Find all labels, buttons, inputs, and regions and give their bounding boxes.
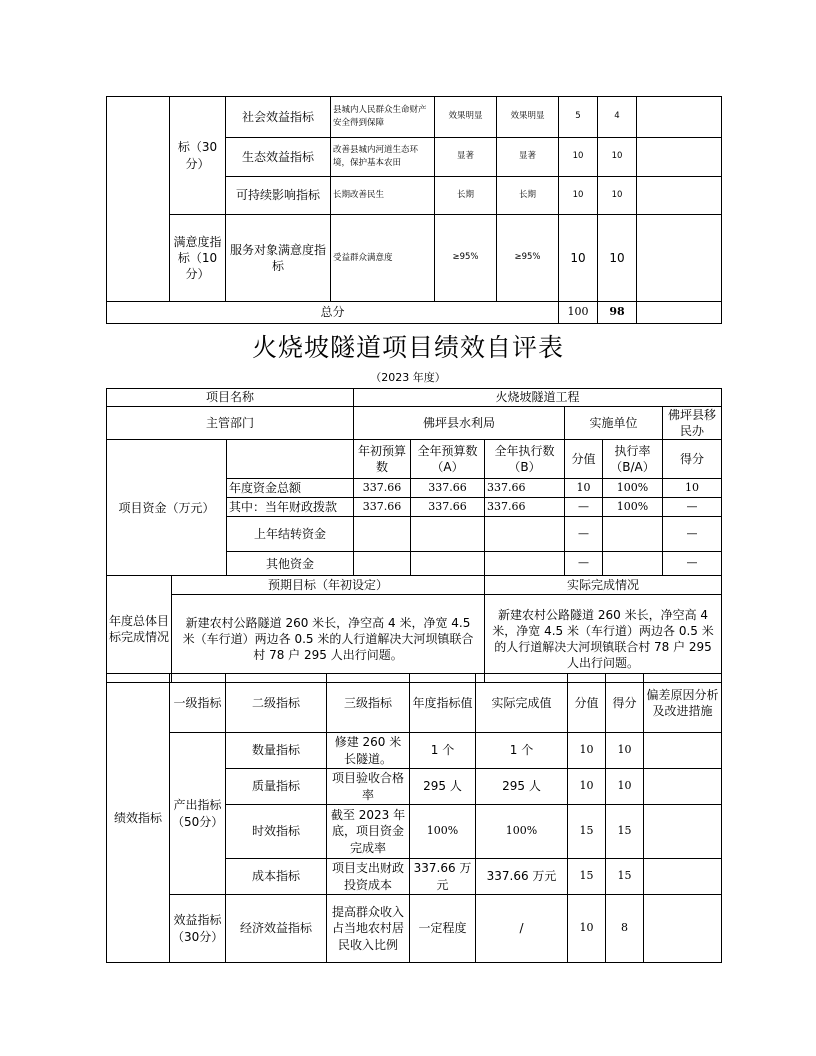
fund-cell	[603, 552, 663, 576]
fund-row-name: 其中：当年财政拨款	[227, 498, 354, 517]
weight-value: 10	[568, 769, 606, 805]
benefit-category-cell: 效益指标（30分）	[170, 895, 226, 963]
perf-header: 得分	[606, 674, 644, 733]
score-value: 15	[606, 805, 644, 859]
target-value: 1 个	[410, 733, 476, 769]
impl-value: 佛坪县移民办	[663, 407, 722, 440]
satisfaction-category-cell: 满意度指标（10分）	[170, 215, 226, 302]
fund-cell	[354, 517, 411, 552]
perf-label-cell	[107, 97, 170, 302]
deviation-cell	[637, 138, 722, 177]
fund-cell: —	[565, 517, 603, 552]
sub-indicator: 质量指标	[226, 769, 327, 805]
fund-cell: —	[565, 552, 603, 576]
fund-cell: —	[663, 552, 722, 576]
goal-label: 年度总体目标完成情况	[107, 576, 172, 683]
page-title: 火烧坡隧道项目绩效自评表	[251, 333, 564, 362]
fund-cell	[485, 552, 565, 576]
deviation-cell	[644, 805, 722, 859]
score-value: 10	[606, 733, 644, 769]
target-value: 效果明显	[435, 97, 497, 138]
project-fund-table	[106, 388, 722, 683]
target-value: 295 人	[410, 769, 476, 805]
actual-value: 1 个	[476, 733, 568, 769]
actual-header: 实际完成情况	[485, 576, 722, 595]
fund-row-name: 上年结转资金	[227, 517, 354, 552]
fund-header-blank	[227, 440, 354, 479]
deviation-cell	[637, 177, 722, 215]
target-value: 100%	[410, 805, 476, 859]
fund-cell: 10	[565, 479, 603, 498]
total-weight: 100	[559, 302, 598, 324]
fund-cell: 337.66	[354, 479, 411, 498]
weight-value: 10	[559, 138, 598, 177]
deviation-cell	[644, 895, 722, 963]
third-indicator: 改善县城内河道生态环境，保护基本农田	[331, 138, 435, 177]
fund-label: 项目资金（万元）	[107, 440, 227, 576]
total-score: 98	[598, 302, 637, 324]
target-value: 显著	[435, 138, 497, 177]
deviation-cell	[637, 302, 722, 324]
score-value: 10	[598, 138, 637, 177]
weight-value: 15	[568, 805, 606, 859]
continued-indicator-table	[106, 96, 722, 324]
fund-header: 执行率（B/A）	[603, 440, 663, 479]
third-indicator: 修建 260 米长隧道。	[327, 733, 410, 769]
fund-cell	[603, 517, 663, 552]
sub-indicator: 可持续影响指标	[226, 177, 331, 215]
target-value: ≥95%	[435, 215, 497, 302]
third-indicator: 项目验收合格率	[327, 769, 410, 805]
fund-cell: 100%	[603, 479, 663, 498]
target-value: 一定程度	[410, 895, 476, 963]
perf-header: 偏差原因分析及改进措施	[644, 674, 722, 733]
actual-value: 显著	[497, 138, 559, 177]
perf-header: 二级指标	[226, 674, 327, 733]
weight-value: 10	[568, 733, 606, 769]
fund-header: 得分	[663, 440, 722, 479]
deviation-cell	[644, 769, 722, 805]
fund-header: 年初预算数	[354, 440, 411, 479]
fund-header: 分值	[565, 440, 603, 479]
score-value: 8	[606, 895, 644, 963]
actual-value: 长期	[497, 177, 559, 215]
weight-value: 5	[559, 97, 598, 138]
perf-header: 一级指标	[170, 674, 226, 733]
actual-value: /	[476, 895, 568, 963]
sub-indicator: 生态效益指标	[226, 138, 331, 177]
score-value: 4	[598, 97, 637, 138]
sub-indicator: 数量指标	[226, 733, 327, 769]
weight-value: 15	[568, 859, 606, 895]
actual-value: ≥95%	[497, 215, 559, 302]
third-indicator: 项目支出财政投资成本	[327, 859, 410, 895]
fund-cell: —	[663, 517, 722, 552]
output-category-cell: 产出指标（50分）	[170, 733, 226, 895]
deviation-cell	[644, 733, 722, 769]
benefit-category-cell: 标（30分）	[170, 97, 226, 215]
fund-cell	[411, 552, 485, 576]
year-label: （2023 年度）	[370, 371, 446, 384]
fund-cell: 337.66	[411, 479, 485, 498]
score-value: 10	[598, 215, 637, 302]
actual-goal-text: 新建农村公路隧道 260 米长，净空高 4 米，净宽 4.5 米（车行道）两边各 0.5 米的人行道解决大河坝镇联合村 78 户 295 人出行问题。	[485, 595, 722, 683]
sub-indicator: 服务对象满意度指标	[226, 215, 331, 302]
perf-header: 实际完成值	[476, 674, 568, 733]
fund-cell: 100%	[603, 498, 663, 517]
fund-row-name: 其他资金	[227, 552, 354, 576]
deviation-cell	[637, 215, 722, 302]
expected-header: 预期目标（年初设定）	[172, 576, 485, 595]
fund-cell	[411, 517, 485, 552]
actual-value: 295 人	[476, 769, 568, 805]
fund-cell: 337.66	[411, 498, 485, 517]
perf-header: 三级指标	[327, 674, 410, 733]
fund-cell: 337.66	[485, 479, 565, 498]
actual-value: 337.66 万元	[476, 859, 568, 895]
perf-header: 分值	[568, 674, 606, 733]
score-value: 10	[598, 177, 637, 215]
total-label: 总分	[107, 302, 559, 324]
sub-indicator: 成本指标	[226, 859, 327, 895]
actual-value: 效果明显	[497, 97, 559, 138]
target-value: 337.66 万元	[410, 859, 476, 895]
score-value: 15	[606, 859, 644, 895]
score-value: 10	[606, 769, 644, 805]
fund-cell: 337.66	[354, 498, 411, 517]
fund-cell	[485, 517, 565, 552]
performance-indicator-table	[106, 673, 722, 963]
fund-cell: 337.66	[485, 498, 565, 517]
third-indicator: 截至 2023 年底，项目资金完成率	[327, 805, 410, 859]
project-name-label: 项目名称	[107, 389, 354, 407]
third-indicator: 提高群众收入占当地农村居民收入比例	[327, 895, 410, 963]
fund-header: 全年执行数（B）	[485, 440, 565, 479]
expected-goal-text: 新建农村公路隧道 260 米长，净空高 4 米，净宽 4.5 米（车行道）两边各 0.5 米的人行道解决大河坝镇联合村 78 户 295 人出行问题。	[172, 595, 485, 683]
perf-header: 年度指标值	[410, 674, 476, 733]
third-indicator: 长期改善民生	[331, 177, 435, 215]
fund-header: 全年预算数（A）	[411, 440, 485, 479]
dept-value: 佛坪县水利局	[354, 407, 565, 440]
fund-cell: —	[565, 498, 603, 517]
deviation-cell	[644, 859, 722, 895]
deviation-cell	[637, 97, 722, 138]
target-value: 长期	[435, 177, 497, 215]
fund-row-name: 年度资金总额	[227, 479, 354, 498]
perf-label: 绩效指标	[107, 674, 170, 963]
third-indicator: 县城内人民群众生命财产安全得到保障	[331, 97, 435, 138]
sub-indicator: 社会效益指标	[226, 97, 331, 138]
third-indicator: 受益群众满意度	[331, 215, 435, 302]
dept-label: 主管部门	[107, 407, 354, 440]
actual-value: 100%	[476, 805, 568, 859]
weight-value: 10	[559, 215, 598, 302]
weight-value: 10	[559, 177, 598, 215]
project-name-value: 火烧坡隧道工程	[354, 389, 722, 407]
weight-value: 10	[568, 895, 606, 963]
sub-indicator: 时效指标	[226, 805, 327, 859]
impl-label: 实施单位	[565, 407, 663, 440]
fund-cell: 10	[663, 479, 722, 498]
fund-cell: —	[663, 498, 722, 517]
fund-cell	[354, 552, 411, 576]
sub-indicator: 经济效益指标	[226, 895, 327, 963]
